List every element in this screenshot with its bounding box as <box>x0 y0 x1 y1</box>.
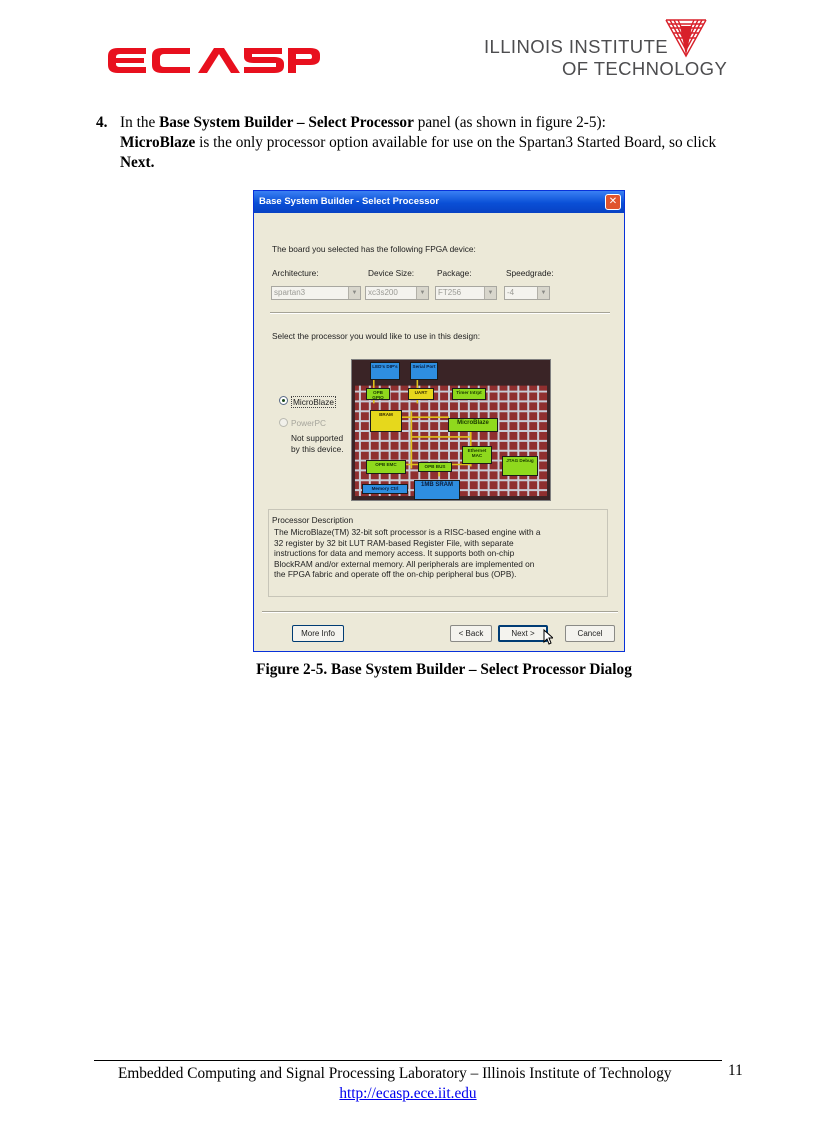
step-intro-rest: panel (as shown in figure 2-5): <box>413 114 606 131</box>
page-number: 11 <box>728 1062 743 1079</box>
description-line: 32 register by 32 bit LUT RAM-based Register File, with separate <box>274 537 514 548</box>
description-line: instructions for data and memory access. It supports both on-chip <box>274 548 515 558</box>
description-line: The MicroBlaze(TM) 32-bit soft processor is a RISC-based engine with a <box>274 527 541 537</box>
iit-logo <box>484 18 734 84</box>
architecture-value: spartan3 <box>274 288 306 297</box>
step-processor: MicroBlaze <box>120 134 196 151</box>
ecasp-logo <box>108 42 320 78</box>
powerpc-radio <box>279 418 288 427</box>
step-next: Next. <box>120 154 155 171</box>
speedgrade-select[interactable] <box>504 286 550 300</box>
processor-description-title: Processor Description <box>272 515 354 525</box>
diagram-block-sram: 1MB SRAM <box>414 480 460 500</box>
footer-divider <box>94 1060 722 1061</box>
diagram-block-uart: UART <box>408 388 434 400</box>
speedgrade-label: Speedgrade: <box>506 268 554 278</box>
processor-block-diagram <box>351 359 551 501</box>
step-number: 4. <box>96 114 108 131</box>
powerpc-radio-label: PowerPC <box>291 418 327 428</box>
diagram-block-timer: Timer Intrpt <box>452 388 486 400</box>
device-size-select[interactable] <box>365 286 429 300</box>
chevron-down-icon: ▼ <box>416 287 428 299</box>
select-processor-text: Select the processor you would like to use in this design: <box>272 331 480 341</box>
divider <box>270 312 610 314</box>
footer-link[interactable]: http://ecasp.ece.iit.edu <box>339 1085 477 1102</box>
back-button[interactable]: < Back <box>450 625 492 642</box>
dialog-titlebar <box>254 191 624 213</box>
diagram-block-serial: Serial Port <box>410 362 438 380</box>
speedgrade-value: -4 <box>507 288 515 297</box>
diagram-block-bram: BRAM <box>370 410 402 432</box>
diagram-block-opb-gpio: OPB GPIO <box>366 388 390 400</box>
architecture-select[interactable] <box>271 286 361 300</box>
iit-tower-icon <box>662 18 708 58</box>
description-line: BlockRAM and/or external memory. All peripherals are implemented on <box>274 558 535 569</box>
step-panel-name: Base System Builder – Select Processor <box>159 114 414 131</box>
select-processor-dialog <box>253 190 625 652</box>
mouse-cursor-icon <box>543 629 553 645</box>
footer-text: Embedded Computing and Signal Processing Laboratory – Illinois Institute of Technology <box>118 1065 672 1082</box>
ecasp-logo-graphic <box>108 42 320 78</box>
diagram-block-leds: LED's DIP's <box>370 362 400 380</box>
processor-description-text <box>274 527 546 580</box>
more-info-button[interactable]: More Info <box>292 625 344 642</box>
diagram-block-opb-bus: OPB BUS <box>418 462 452 472</box>
not-supported-line1: Not supported <box>291 433 344 443</box>
chevron-down-icon: ▼ <box>484 287 496 299</box>
next-button[interactable]: Next > <box>498 625 548 642</box>
microblaze-radio-label[interactable]: MicroBlaze <box>293 397 335 407</box>
figure-caption: Figure 2-5. Base System Builder – Select Processor Dialog <box>256 661 632 678</box>
not-supported-line2: by this device. <box>291 444 344 454</box>
diagram-block-opb-emc: OPB EMC <box>366 460 406 474</box>
board-text: The board you selected has the following FPGA device: <box>272 244 476 254</box>
diagram-block-memory-ctrl: Memory Ctrl <box>362 484 408 494</box>
dialog-title: Base System Builder - Select Processor <box>259 196 440 207</box>
cancel-button[interactable]: Cancel <box>565 625 615 642</box>
close-icon[interactable]: ✕ <box>605 194 621 210</box>
diagram-block-debug: JTAG Debug <box>502 456 538 476</box>
step-body <box>120 113 756 173</box>
architecture-label: Architecture: <box>272 268 319 278</box>
package-value: FT256 <box>438 288 462 297</box>
chevron-down-icon: ▼ <box>537 287 549 299</box>
package-label: Package: <box>437 268 472 278</box>
microblaze-radio[interactable] <box>279 396 288 405</box>
device-size-label: Device Size: <box>368 268 415 278</box>
chevron-down-icon: ▼ <box>348 287 360 299</box>
iit-logo-line1: ILLINOIS INSTITUTE <box>484 36 669 57</box>
diagram-block-ethernet: Ethernet MAC <box>462 446 492 464</box>
description-line: the FPGA fabric and operate off the on-chip peripheral bus (OPB). <box>274 569 517 579</box>
device-size-value: xc3s200 <box>368 288 398 297</box>
diagram-block-microblaze: MicroBlaze <box>448 418 498 432</box>
divider <box>262 611 618 613</box>
step-intro: In the <box>120 114 160 131</box>
iit-logo-line2: OF TECHNOLOGY <box>562 58 728 79</box>
step-body-text: is the only processor option available for use on the Spartan3 Started Board, so click <box>195 134 717 151</box>
package-select[interactable] <box>435 286 497 300</box>
